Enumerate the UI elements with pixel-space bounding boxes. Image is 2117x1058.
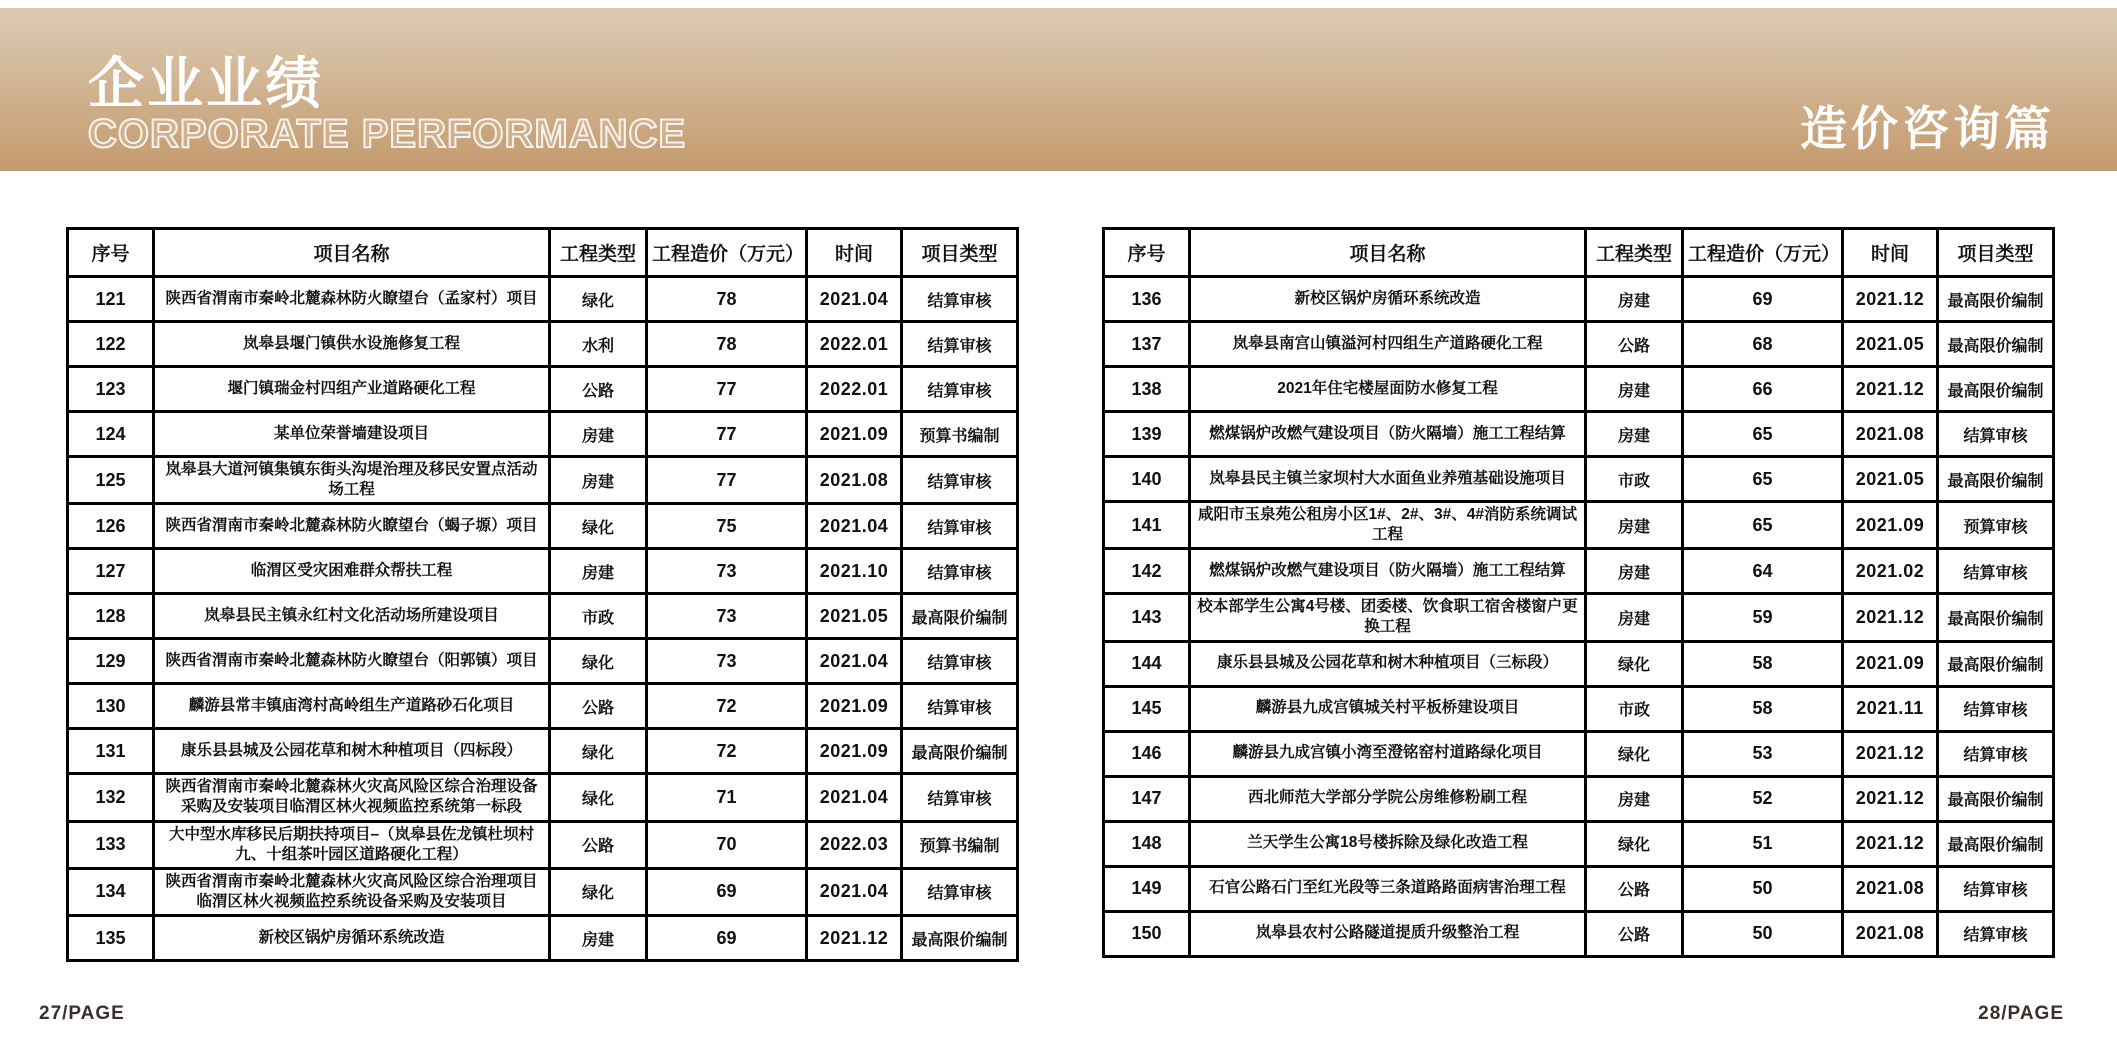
table-row [68,412,1018,457]
cost-cell: 65 [1683,412,1843,457]
work-type-cell: 绿化 [1586,731,1683,776]
project-name-cell: 岚皋县南宫山镇溢河村四组生产道路硬化工程 [1190,322,1586,367]
cost-cell: 71 [647,774,807,821]
column-header: 工程类型 [550,229,647,277]
column-header: 序号 [1104,229,1190,277]
work-type-cell: 房建 [550,412,647,457]
page-number-left: 27/PAGE [39,1003,125,1024]
serial-cell: 140 [1104,457,1190,502]
cost-cell: 65 [1683,502,1843,549]
cost-cell: 52 [1683,776,1843,821]
header-row [1104,229,2054,277]
work-type-cell: 水利 [550,322,647,367]
table-row [68,774,1018,821]
date-cell: 2021.09 [807,729,902,774]
project-name-cell: 陕西省渭南市秦岭北麓森林防火瞭望台（孟家村）项目 [154,277,550,322]
project-type-cell: 预算书编制 [902,412,1018,457]
project-name-cell: 石官公路石门至红光段等三条道路路面病害治理工程 [1190,866,1586,911]
serial-cell: 125 [68,457,154,504]
date-cell: 2021.08 [1843,866,1938,911]
work-type-cell: 房建 [550,916,647,961]
project-name-cell: 麟游县九成宫镇小湾至澄铭窑村道路绿化项目 [1190,731,1586,776]
date-cell: 2021.09 [1843,502,1938,549]
date-cell: 2021.12 [1843,731,1938,776]
cost-cell: 65 [1683,457,1843,502]
date-cell: 2021.12 [1843,776,1938,821]
cost-cell: 66 [1683,367,1843,412]
project-name-cell: 咸阳市玉泉苑公租房小区1#、2#、3#、4#消防系统调试工程 [1190,502,1586,549]
table-row [68,594,1018,639]
project-name-cell: 康乐县县城及公园花草和树木种植项目（四标段） [154,729,550,774]
performance-table-right [1102,227,2055,958]
project-type-cell: 结算审核 [902,322,1018,367]
project-name-cell: 麟游县常丰镇庙湾村高岭组生产道路砂石化项目 [154,684,550,729]
performance-table-left [66,227,1019,962]
date-cell: 2021.04 [807,868,902,915]
serial-cell: 121 [68,277,154,322]
serial-cell: 145 [1104,686,1190,731]
column-header: 序号 [68,229,154,277]
date-cell: 2021.12 [1843,594,1938,641]
serial-cell: 146 [1104,731,1190,776]
date-cell: 2022.01 [807,367,902,412]
table-row [1104,457,2054,502]
cost-cell: 78 [647,277,807,322]
work-type-cell: 公路 [1586,866,1683,911]
table-row [1104,594,2054,641]
work-type-cell: 房建 [1586,412,1683,457]
work-type-cell: 绿化 [550,729,647,774]
work-type-cell: 市政 [1586,457,1683,502]
project-type-cell: 最高限价编制 [1938,776,2054,821]
work-type-cell: 房建 [550,457,647,504]
serial-cell: 139 [1104,412,1190,457]
serial-cell: 141 [1104,502,1190,549]
serial-cell: 150 [1104,911,1190,956]
date-cell: 2021.04 [807,639,902,684]
cost-cell: 69 [647,916,807,961]
project-name-cell: 康乐县县城及公园花草和树木种植项目（三标段） [1190,641,1586,686]
project-type-cell: 结算审核 [902,457,1018,504]
date-cell: 2022.03 [807,821,902,868]
date-cell: 2021.08 [807,457,902,504]
project-name-cell: 校本部学生公寓4号楼、团委楼、饮食职工宿舍楼窗户更换工程 [1190,594,1586,641]
project-type-cell: 结算审核 [902,684,1018,729]
project-type-cell: 最高限价编制 [1938,594,2054,641]
project-name-cell: 燃煤锅炉改燃气建设项目（防火隔墙）施工工程结算 [1190,549,1586,594]
date-cell: 2021.09 [807,684,902,729]
work-type-cell: 绿化 [550,277,647,322]
date-cell: 2021.12 [1843,277,1938,322]
project-name-cell: 西北师范大学部分学院公房维修粉刷工程 [1190,776,1586,821]
project-name-cell: 岚皋县大道河镇集镇东街头沟堤治理及移民安置点活动场工程 [154,457,550,504]
table-row [1104,776,2054,821]
table-row [1104,821,2054,866]
table-row [68,916,1018,961]
project-name-cell: 兰天学生公寓18号楼拆除及绿化改造工程 [1190,821,1586,866]
project-name-cell: 新校区锅炉房循环系统改造 [154,916,550,961]
project-type-cell: 结算审核 [902,774,1018,821]
serial-cell: 127 [68,549,154,594]
page-number-right: 28/PAGE [1978,1003,2064,1024]
column-header: 项目名称 [154,229,550,277]
table-row [1104,322,2054,367]
cost-cell: 73 [647,639,807,684]
date-cell: 2021.09 [807,412,902,457]
project-type-cell: 结算审核 [902,868,1018,915]
table-row [1104,911,2054,956]
serial-cell: 147 [1104,776,1190,821]
cost-cell: 58 [1683,641,1843,686]
project-name-cell: 大中型水库移民后期扶持项目–（岚皋县佐龙镇杜坝村九、十组茶叶园区道路硬化工程） [154,821,550,868]
project-type-cell: 结算审核 [1938,911,2054,956]
project-name-cell: 麟游县九成宫镇城关村平板桥建设项目 [1190,686,1586,731]
cost-cell: 72 [647,729,807,774]
column-header: 工程造价（万元） [647,229,807,277]
serial-cell: 124 [68,412,154,457]
project-type-cell: 最高限价编制 [902,729,1018,774]
serial-cell: 135 [68,916,154,961]
table-row [1104,686,2054,731]
cost-cell: 77 [647,457,807,504]
cost-cell: 69 [647,868,807,915]
column-header: 工程造价（万元） [1683,229,1843,277]
project-name-cell: 岚皋县农村公路隧道提质升级整治工程 [1190,911,1586,956]
work-type-cell: 绿化 [550,868,647,915]
table-row [68,868,1018,915]
table-row [68,821,1018,868]
serial-cell: 149 [1104,866,1190,911]
cost-cell: 51 [1683,821,1843,866]
date-cell: 2021.08 [1843,911,1938,956]
date-cell: 2021.12 [1843,367,1938,412]
serial-cell: 129 [68,639,154,684]
cost-cell: 70 [647,821,807,868]
serial-cell: 138 [1104,367,1190,412]
serial-cell: 143 [1104,594,1190,641]
work-type-cell: 绿化 [1586,641,1683,686]
table-row [68,367,1018,412]
page-title: 企业业绩 [88,52,324,115]
work-type-cell: 绿化 [1586,821,1683,866]
column-header: 项目类型 [902,229,1018,277]
serial-cell: 128 [68,594,154,639]
work-type-cell: 房建 [1586,502,1683,549]
date-cell: 2021.10 [807,549,902,594]
project-name-cell: 陕西省渭南市秦岭北麓森林防火瞭望台（蝎子塬）项目 [154,504,550,549]
column-header: 项目名称 [1190,229,1586,277]
cost-cell: 73 [647,594,807,639]
table-row [68,639,1018,684]
work-type-cell: 绿化 [550,774,647,821]
table-row [68,729,1018,774]
work-type-cell: 公路 [550,821,647,868]
work-type-cell: 绿化 [550,639,647,684]
work-type-cell: 房建 [1586,277,1683,322]
project-type-cell: 结算审核 [1938,686,2054,731]
table-row [1104,866,2054,911]
date-cell: 2021.05 [807,594,902,639]
table-row [68,684,1018,729]
project-type-cell: 结算审核 [1938,866,2054,911]
work-type-cell: 市政 [550,594,647,639]
project-type-cell: 最高限价编制 [902,916,1018,961]
work-type-cell: 公路 [550,684,647,729]
work-type-cell: 房建 [1586,594,1683,641]
serial-cell: 136 [1104,277,1190,322]
cost-cell: 75 [647,504,807,549]
date-cell: 2021.02 [1843,549,1938,594]
header-row [68,229,1018,277]
table-row [68,549,1018,594]
date-cell: 2021.12 [1843,821,1938,866]
project-type-cell: 最高限价编制 [1938,641,2054,686]
table-row [1104,277,2054,322]
cost-cell: 68 [1683,322,1843,367]
project-name-cell: 新校区锅炉房循环系统改造 [1190,277,1586,322]
project-name-cell: 陕西省渭南市秦岭北麓森林防火瞭望台（阳郭镇）项目 [154,639,550,684]
project-name-cell: 2021年住宅楼屋面防水修复工程 [1190,367,1586,412]
cost-cell: 58 [1683,686,1843,731]
cost-cell: 53 [1683,731,1843,776]
table-row [1104,641,2054,686]
serial-cell: 122 [68,322,154,367]
column-header: 工程类型 [1586,229,1683,277]
project-name-cell: 陕西省渭南市秦岭北麓森林火灾高风险区综合治理项目临渭区林火视频监控系统设备采购及安装项目 [154,868,550,915]
serial-cell: 126 [68,504,154,549]
project-type-cell: 最高限价编制 [902,594,1018,639]
work-type-cell: 房建 [1586,776,1683,821]
project-name-cell: 岚皋县堰门镇供水设施修复工程 [154,322,550,367]
serial-cell: 131 [68,729,154,774]
project-name-cell: 岚皋县民主镇永红村文化活动场所建设项目 [154,594,550,639]
cost-cell: 78 [647,322,807,367]
date-cell: 2021.11 [1843,686,1938,731]
date-cell: 2021.04 [807,504,902,549]
project-type-cell: 最高限价编制 [1938,821,2054,866]
table-row [1104,731,2054,776]
project-type-cell: 结算审核 [902,549,1018,594]
date-cell: 2021.05 [1843,457,1938,502]
table-row [1104,412,2054,457]
work-type-cell: 绿化 [550,504,647,549]
date-cell: 2021.12 [807,916,902,961]
table-row [68,322,1018,367]
table-row [68,457,1018,504]
cost-cell: 50 [1683,911,1843,956]
project-type-cell: 最高限价编制 [1938,277,2054,322]
serial-cell: 134 [68,868,154,915]
project-type-cell: 结算审核 [1938,549,2054,594]
cost-cell: 72 [647,684,807,729]
serial-cell: 148 [1104,821,1190,866]
cost-cell: 77 [647,367,807,412]
project-type-cell: 最高限价编制 [1938,367,2054,412]
table-row [68,504,1018,549]
table-row [1104,367,2054,412]
serial-cell: 142 [1104,549,1190,594]
cost-cell: 69 [1683,277,1843,322]
serial-cell: 133 [68,821,154,868]
cost-cell: 64 [1683,549,1843,594]
page-subtitle-en: CORPORATE PERFORMANCE [88,112,687,156]
project-type-cell: 结算审核 [902,277,1018,322]
cost-cell: 77 [647,412,807,457]
work-type-cell: 公路 [550,367,647,412]
column-header: 时间 [807,229,902,277]
project-name-cell: 堰门镇瑞金村四组产业道路硬化工程 [154,367,550,412]
serial-cell: 132 [68,774,154,821]
date-cell: 2021.04 [807,774,902,821]
column-header: 项目类型 [1938,229,2054,277]
cost-cell: 59 [1683,594,1843,641]
serial-cell: 130 [68,684,154,729]
header-banner [0,8,2117,171]
project-type-cell: 结算审核 [1938,412,2054,457]
work-type-cell: 房建 [550,549,647,594]
work-type-cell: 公路 [1586,911,1683,956]
project-name-cell: 燃煤锅炉改燃气建设项目（防火隔墙）施工工程结算 [1190,412,1586,457]
project-name-cell: 某单位荣誉墙建设项目 [154,412,550,457]
project-type-cell: 预算书编制 [902,821,1018,868]
project-type-cell: 结算审核 [902,367,1018,412]
table-row [68,277,1018,322]
cost-cell: 73 [647,549,807,594]
serial-cell: 137 [1104,322,1190,367]
serial-cell: 123 [68,367,154,412]
project-name-cell: 岚皋县民主镇兰家坝村大水面鱼业养殖基础设施项目 [1190,457,1586,502]
date-cell: 2021.05 [1843,322,1938,367]
project-type-cell: 预算审核 [1938,502,2054,549]
work-type-cell: 市政 [1586,686,1683,731]
table-row [1104,549,2054,594]
date-cell: 2022.01 [807,322,902,367]
cost-cell: 50 [1683,866,1843,911]
work-type-cell: 公路 [1586,322,1683,367]
project-type-cell: 结算审核 [1938,731,2054,776]
project-type-cell: 最高限价编制 [1938,457,2054,502]
work-type-cell: 房建 [1586,549,1683,594]
work-type-cell: 房建 [1586,367,1683,412]
date-cell: 2021.08 [1843,412,1938,457]
project-name-cell: 陕西省渭南市秦岭北麓森林火灾高风险区综合治理设备采购及安装项目临渭区林火视频监控系统第一标段 [154,774,550,821]
project-type-cell: 结算审核 [902,504,1018,549]
date-cell: 2021.09 [1843,641,1938,686]
date-cell: 2021.04 [807,277,902,322]
project-type-cell: 结算审核 [902,639,1018,684]
project-name-cell: 临渭区受灾困难群众帮扶工程 [154,549,550,594]
section-label: 造价咨询篇 [1800,102,2055,155]
table-row [1104,502,2054,549]
project-type-cell: 最高限价编制 [1938,322,2054,367]
serial-cell: 144 [1104,641,1190,686]
column-header: 时间 [1843,229,1938,277]
